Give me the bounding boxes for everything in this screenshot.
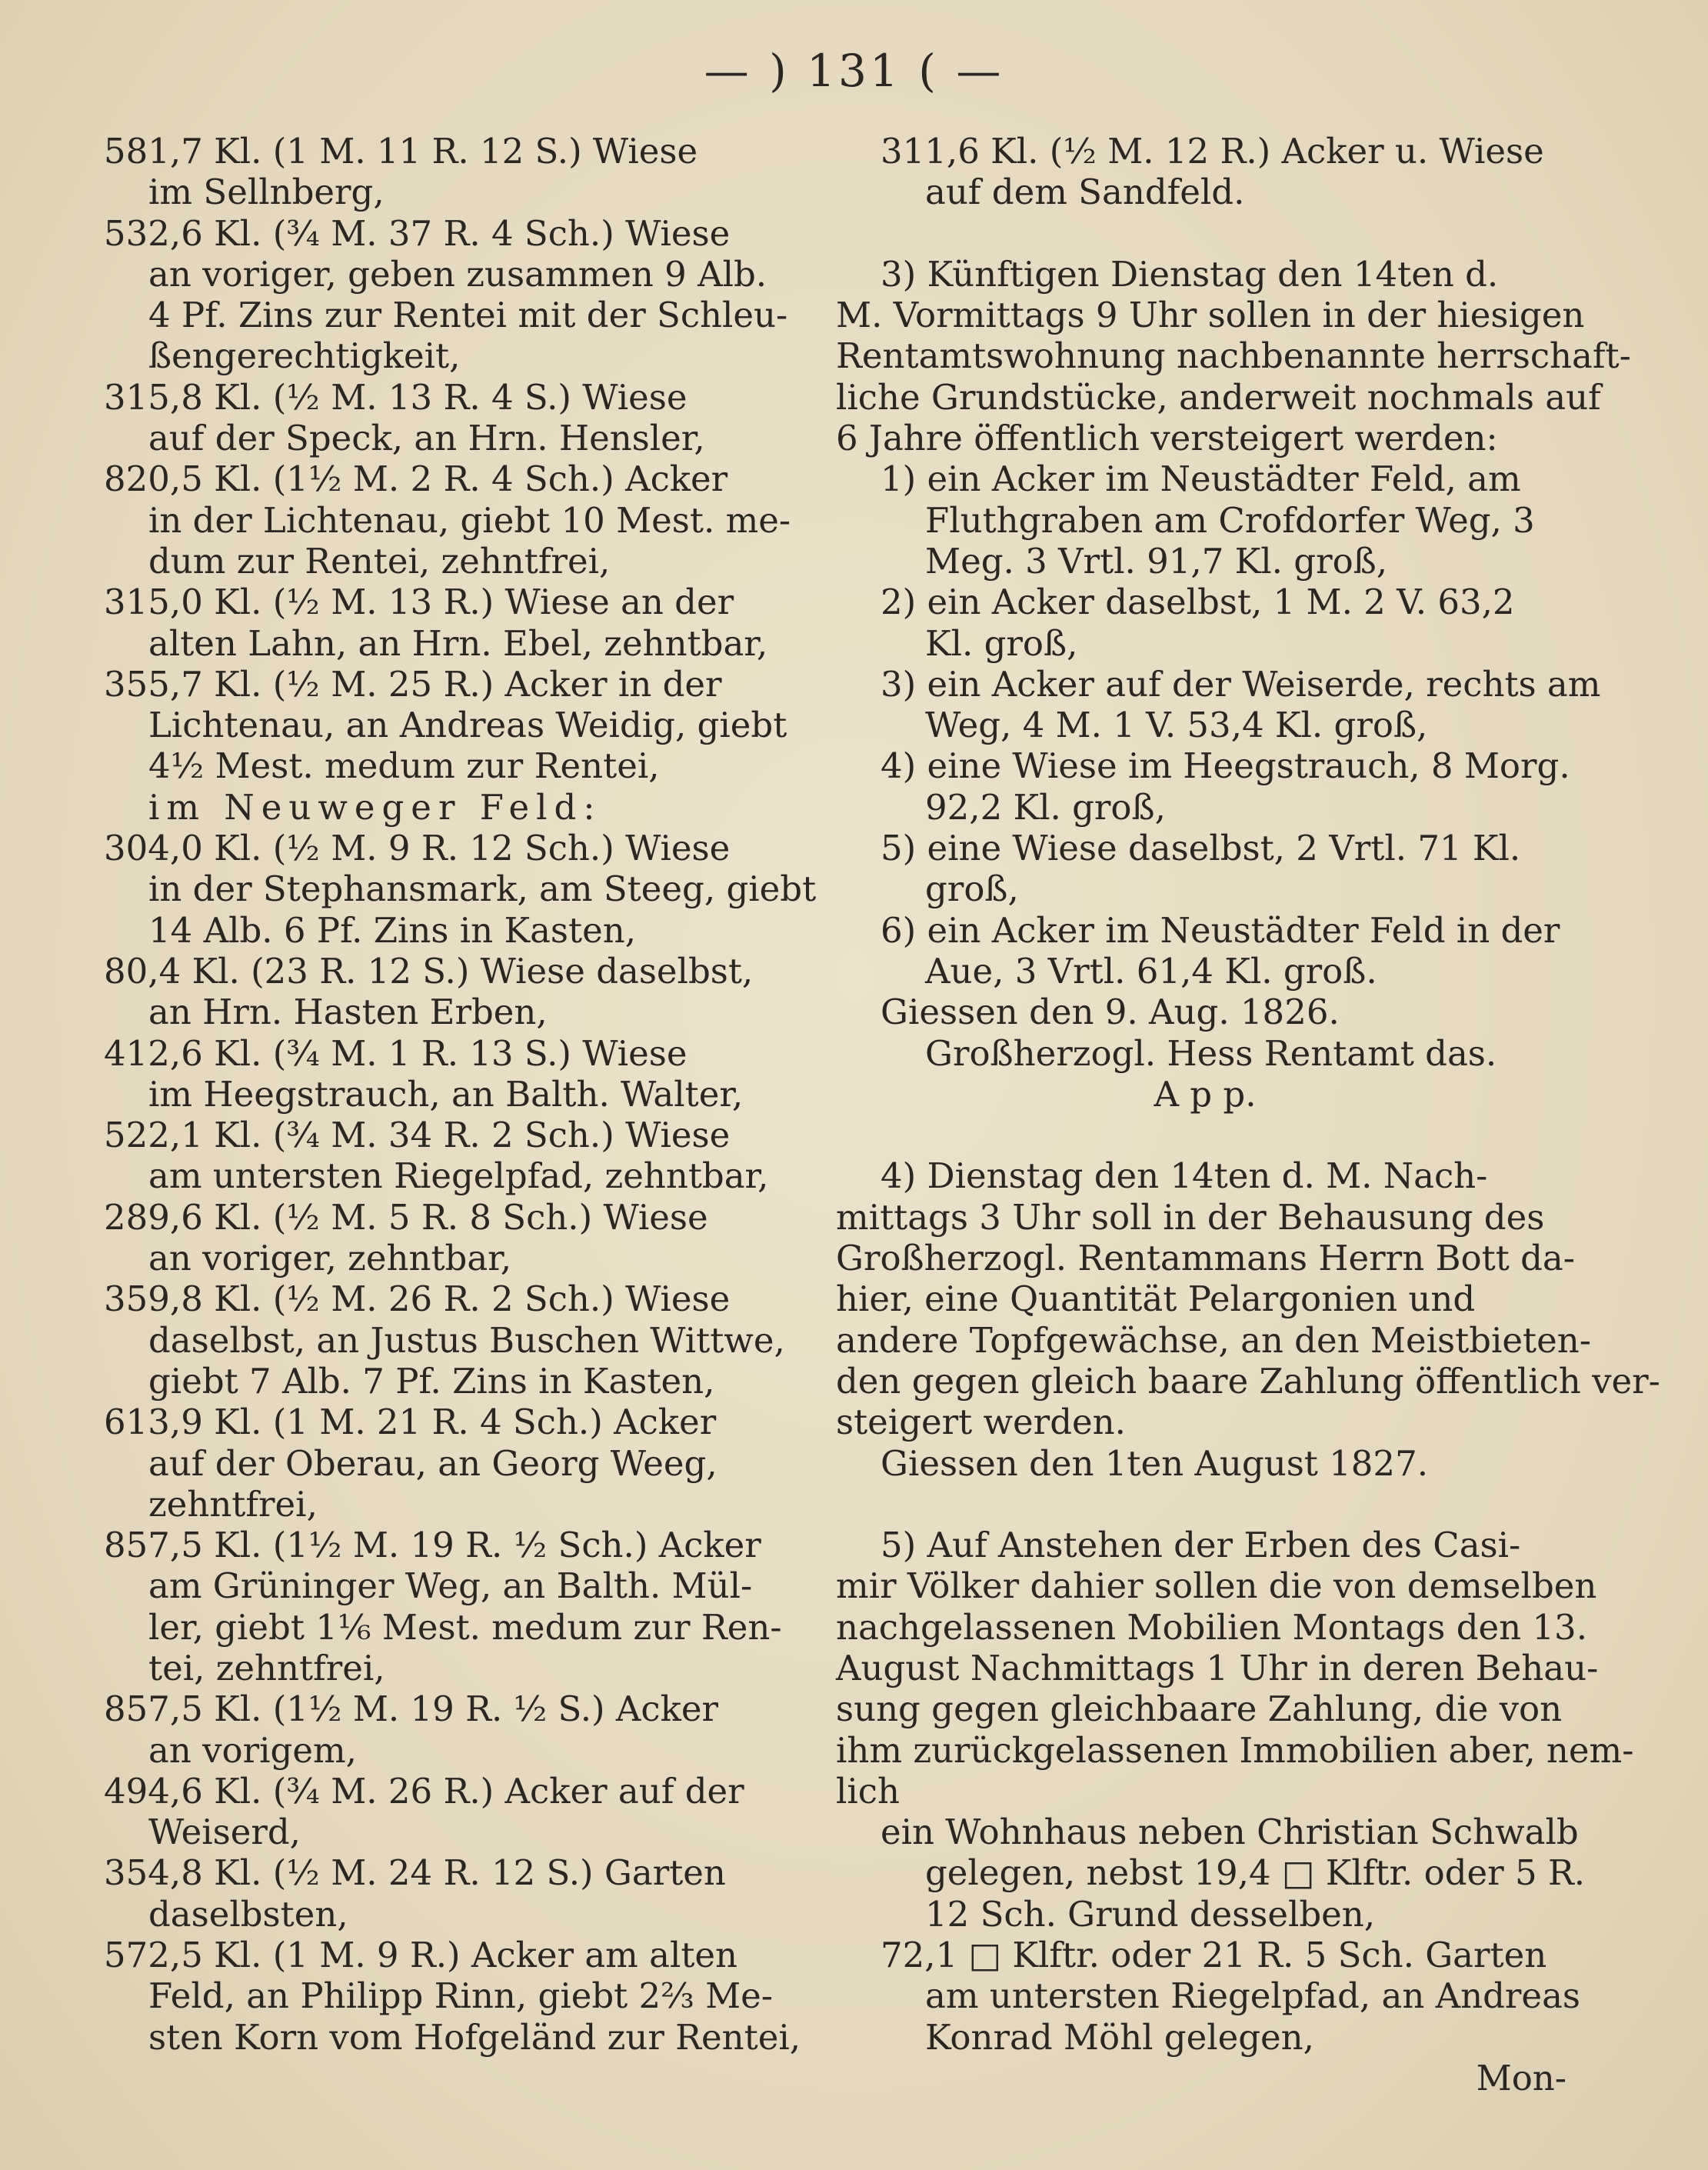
text-line: alten Lahn, an Hrn. Ebel, zehntbar, — [148, 622, 768, 664]
text-line: 359,8 Kl. (½ M. 26 R. 2 Sch.) Wiese — [104, 1278, 731, 1320]
text-line: Giessen den 9. Aug. 1826. — [881, 992, 1340, 1033]
text-line: sung gegen gleichbaare Zahlung, die von — [836, 1688, 1563, 1730]
text-line: 412,6 Kl. (¾ M. 1 R. 13 S.) Wiese — [104, 1032, 688, 1074]
text-line: auf der Speck, an Hrn. Hensler, — [148, 418, 705, 459]
text-line: Großherzogl. Hess Rentamt das. — [925, 1032, 1497, 1074]
text-line: tei, zehntfrei, — [148, 1647, 385, 1688]
text-line: 304,0 Kl. (½ M. 9 R. 12 Sch.) Wiese — [104, 828, 731, 869]
text-line: ein Wohnhaus neben Christian Schwalb — [881, 1812, 1579, 1853]
text-line: Aue, 3 Vrtl. 61,4 Kl. groß. — [925, 950, 1377, 992]
text-line: 4 Pf. Zins zur Rentei mit der Schleu- — [148, 295, 788, 336]
text-line — [836, 1115, 1574, 1155]
text-line: 6 Jahre öffentlich versteigert werden: — [836, 418, 1498, 459]
text-line: gelegen, nebst 19,4 □ Klftr. oder 5 R. — [925, 1852, 1586, 1894]
text-line: 72,1 □ Klftr. oder 21 R. 5 Sch. Garten — [881, 1935, 1547, 1976]
text-line: Meg. 3 Vrtl. 91,7 Kl. groß, — [925, 540, 1388, 582]
text-line: Giessen den 1ten August 1827. — [881, 1442, 1429, 1484]
text-line: an vorigem, — [148, 1729, 357, 1771]
text-line: ihm zurückgelassenen Immobilien aber, nem- — [836, 1729, 1634, 1771]
text-line: nachgelassenen Mobilien Montags den 13. — [836, 1606, 1587, 1648]
text-line: 2) ein Acker daselbst, 1 M. 2 V. 63,2 — [881, 582, 1515, 623]
text-line: 820,5 Kl. (1½ M. 2 R. 4 Sch.) Acker — [104, 458, 728, 500]
text-line: steigert werden. — [836, 1402, 1126, 1443]
text-line: 80,4 Kl. (23 R. 12 S.) Wiese daselbst, — [104, 950, 754, 992]
text-line: mir Völker dahier sollen die von demselben — [836, 1565, 1597, 1607]
text-line: 315,8 Kl. (½ M. 13 R. 4 S.) Wiese — [104, 376, 688, 418]
text-line: Rentamtswohnung nachbenannte herrschaft- — [836, 335, 1631, 377]
text-line: 311,6 Kl. (½ M. 12 R.) Acker u. Wiese — [881, 131, 1544, 172]
text-line: an voriger, zehntbar, — [148, 1238, 512, 1279]
text-line: 4) Dienstag den 14ten d. M. Nach- — [881, 1155, 1488, 1197]
text-line: im Heegstrauch, an Balth. Walter, — [148, 1073, 744, 1115]
text-line: daselbsten, — [148, 1893, 348, 1935]
text-line: daselbst, an Justus Buschen Wittwe, — [148, 1319, 785, 1361]
text-line: M. Vormittags 9 Uhr sollen in der hiesigen — [836, 295, 1585, 336]
text-line: 12 Sch. Grund desselben, — [925, 1893, 1376, 1935]
text-line: Großherzogl. Rentammans Herrn Bott da- — [836, 1238, 1575, 1279]
text-line: Mon- — [1476, 2057, 1566, 2098]
text-line: den gegen gleich baare Zahlung öffentlich ver- — [836, 1360, 1660, 1402]
text-line: giebt 7 Alb. 7 Pf. Zins in Kasten, — [148, 1360, 715, 1402]
text-line: A p p. — [1154, 1073, 1257, 1115]
text-line: 5) Auf Anstehen der Erben des Casi- — [881, 1525, 1521, 1566]
text-line — [836, 1484, 1574, 1525]
text-line: 355,7 Kl. (½ M. 25 R.) Acker in der — [104, 663, 722, 705]
text-line: 5) eine Wiese daselbst, 2 Vrtl. 71 Kl. — [881, 828, 1521, 869]
text-line: lich — [836, 1770, 900, 1812]
text-line: am untersten Riegelpfad, an Andreas — [925, 1975, 1580, 2017]
text-line: an Hrn. Hasten Erben, — [148, 992, 548, 1033]
text-line: 572,5 Kl. (1 M. 9 R.) Acker am alten — [104, 1935, 738, 1976]
text-line: 522,1 Kl. (¾ M. 34 R. 2 Sch.) Wiese — [104, 1115, 731, 1156]
text-line: am untersten Riegelpfad, zehntbar, — [148, 1155, 769, 1197]
text-line: am Grüninger Weg, an Balth. Mül- — [148, 1565, 753, 1607]
text-line: 4) eine Wiese im Heegstrauch, 8 Morg. — [881, 745, 1570, 787]
right-column — [836, 131, 1660, 2098]
text-line: mittags 3 Uhr soll in der Behausung des — [836, 1196, 1545, 1238]
text-line: an voriger, geben zusammen 9 Alb. — [148, 253, 767, 295]
text-line: 581,7 Kl. (1 M. 11 R. 12 S.) Wiese — [104, 131, 698, 172]
text-line: andere Topfgewächse, an den Meistbieten- — [836, 1319, 1591, 1361]
text-line: 1) ein Acker im Neustädter Feld, am — [881, 458, 1521, 500]
text-line: im Sellnberg, — [148, 172, 385, 213]
text-line: in der Lichtenau, giebt 10 Mest. me- — [148, 499, 791, 541]
text-line: Weg, 4 M. 1 V. 53,4 Kl. groß, — [925, 705, 1428, 746]
text-line: zehntfrei, — [148, 1483, 318, 1525]
text-line: ßengerechtigkeit, — [148, 335, 461, 377]
text-line: hier, eine Quantität Pelargonien und — [836, 1278, 1476, 1320]
text-line: August Nachmittags 1 Uhr in deren Behau- — [836, 1647, 1599, 1688]
text-line: in der Stephansmark, am Steeg, giebt — [148, 868, 817, 910]
text-line: Fluthgraben am Crofdorfer Weg, 3 — [925, 499, 1535, 541]
text-line: 857,5 Kl. (1½ M. 19 R. ½ S.) Acker — [104, 1688, 719, 1730]
text-line: Weiserd, — [148, 1812, 301, 1853]
text-line: 6) ein Acker im Neustädter Feld in der — [881, 909, 1560, 951]
text-line: auf dem Sandfeld. — [925, 172, 1245, 213]
text-line: Feld, an Philipp Rinn, giebt 2⅔ Me- — [148, 1975, 773, 2017]
text-line: groß, — [925, 868, 1019, 910]
text-line: 857,5 Kl. (1½ M. 19 R. ½ Sch.) Acker — [104, 1525, 761, 1566]
text-line: dum zur Rentei, zehntfrei, — [148, 540, 611, 582]
text-line: 4½ Mest. medum zur Rentei, — [148, 745, 660, 787]
text-line: 92,2 Kl. groß, — [925, 786, 1166, 828]
text-line: 289,6 Kl. (½ M. 5 R. 8 Sch.) Wiese — [104, 1196, 708, 1238]
text-line: Konrad Möhl gelegen, — [925, 2016, 1314, 2058]
text-line: 354,8 Kl. (½ M. 24 R. 12 S.) Garten — [104, 1852, 726, 1894]
text-line: 532,6 Kl. (¾ M. 37 R. 4 Sch.) Wiese — [104, 212, 731, 254]
text-line: sten Korn vom Hofgeländ zur Rentei, — [148, 2016, 801, 2058]
page-number: — ) 131 ( — — [704, 45, 1004, 97]
text-line: 3) ein Acker auf der Weiserde, rechts am — [881, 663, 1601, 705]
text-line: 3) Künftigen Dienstag den 14ten d. — [881, 253, 1499, 295]
text-line: ler, giebt 1⅙ Mest. medum zur Ren- — [148, 1606, 782, 1648]
text-line: 14 Alb. 6 Pf. Zins in Kasten, — [148, 909, 636, 951]
text-line: Lichtenau, an Andreas Weidig, giebt — [148, 705, 787, 746]
text-line: 613,9 Kl. (1 M. 21 R. 4 Sch.) Acker — [104, 1402, 717, 1443]
text-line: im Neuweger Feld: — [148, 786, 602, 828]
text-line: Kl. groß, — [925, 622, 1078, 664]
text-line: 494,6 Kl. (¾ M. 26 R.) Acker auf der — [104, 1770, 744, 1812]
text-line: 315,0 Kl. (½ M. 13 R.) Wiese an der — [104, 582, 734, 623]
text-line: liche Grundstücke, anderweit nochmals auf — [836, 376, 1601, 418]
text-line — [836, 213, 1574, 254]
text-line: auf der Oberau, an Georg Weeg, — [148, 1442, 717, 1484]
left-column — [104, 131, 817, 2058]
